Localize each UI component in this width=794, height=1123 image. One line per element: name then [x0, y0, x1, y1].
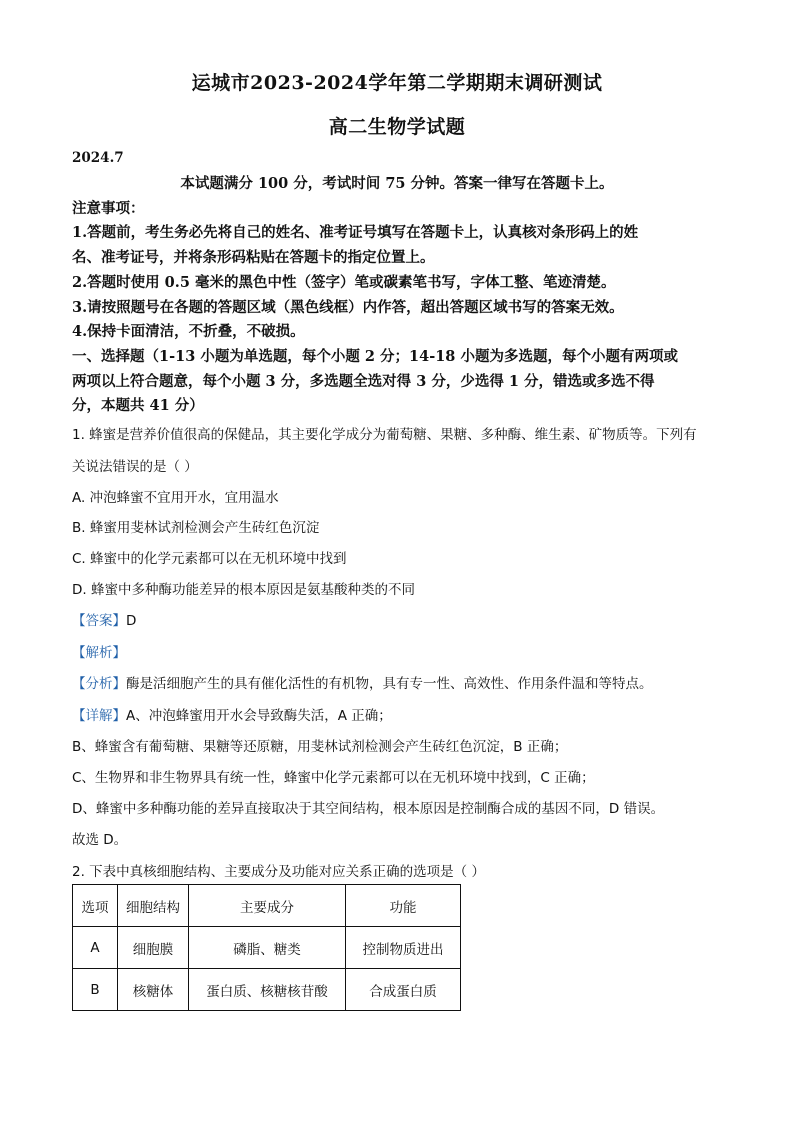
fenxi-tag: 【分析】 [72, 676, 126, 692]
q1-detail-line: C、生物界和非生物界具有统一性，蜂蜜中化学元素都可以在无机环境中找到，C 正确； [72, 770, 595, 786]
q1-option-d: D. 蜂蜜中多种酶功能差异的根本原因是氨基酸种类的不同 [72, 582, 415, 598]
table-cell: 磷脂、糖类 [189, 927, 346, 969]
q1-stem-line: 1. 蜂蜜是营养价值很高的保健品，其主要化学成分为葡萄糖、果糖、多种酶、维生素、矿物质等。下列有 [72, 427, 697, 443]
table-cell: B [73, 969, 118, 1011]
table-header-cell: 选项 [73, 885, 118, 927]
exam-title: 运城市2023-2024学年第二学期期末调研测试 [191, 72, 603, 94]
q1-detail-line: B、蜂蜜含有葡萄糖、果糖等还原糖，用斐林试剂检测会产生砖红色沉淀，B 正确； [72, 739, 568, 755]
cell-structure-table [72, 884, 461, 1011]
table-cell: 核糖体 [118, 969, 189, 1011]
q1-option-b: B. 蜂蜜用斐林试剂检测会产生砖红色沉淀 [72, 520, 320, 536]
q1-fenxi [72, 672, 653, 692]
table-row [73, 927, 461, 969]
table-cell: 蛋白质、核糖核苷酸 [189, 969, 346, 1011]
table-header-cell: 细胞结构 [118, 885, 189, 927]
q1-xiangjie [72, 704, 392, 724]
table-header-cell: 主要成分 [189, 885, 346, 927]
analysis-tag: 【解析】 [72, 645, 126, 661]
answer-tag: 【答案】 [72, 613, 126, 629]
fenxi-text: 酶是活细胞产生的具有催化活性的有机物，具有专一性、高效性、作用条件温和等特点。 [126, 676, 653, 692]
table-header-cell: 功能 [346, 885, 461, 927]
note-line: 3.请按照题号在各题的答题区域（黑色线框）内作答，超出答题区域书写的答案无效。 [72, 299, 624, 316]
q1-conclusion: 故选 D。 [72, 832, 128, 848]
xiangjie-text: A、冲泡蜂蜜用开水会导致酶失活，A 正确； [126, 708, 392, 724]
q1-option-c: C. 蜂蜜中的化学元素都可以在无机环境中找到 [72, 551, 347, 567]
table-cell: 细胞膜 [118, 927, 189, 969]
section-heading-line: 一、选择题（1-13 小题为单选题，每个小题 2 分；14-18 小题为多选题，每个小题有两项或 [72, 348, 678, 365]
table-row [73, 969, 461, 1011]
table-cell: A [73, 927, 118, 969]
table-header-row [73, 885, 461, 927]
q1-stem-line: 关说法错误的是（ ） [72, 459, 198, 475]
note-line: 4.保持卡面清洁，不折叠，不破损。 [72, 323, 305, 340]
note-line: 名、准考证号，并将条形码粘贴在答题卡的指定位置上。 [72, 249, 435, 266]
xiangjie-tag: 【详解】 [72, 708, 126, 724]
table-cell: 控制物质进出 [346, 927, 461, 969]
q1-detail-line: D、蜂蜜中多种酶功能的差异直接取决于其空间结构，根本原因是控制酶合成的基因不同，D 错误。 [72, 801, 665, 817]
notes-heading: 注意事项： [72, 200, 145, 217]
section-heading-line: 分，本题共 41 分） [72, 397, 204, 414]
answer-value: D [126, 613, 137, 629]
table-cell: 合成蛋白质 [346, 969, 461, 1011]
section-heading-line: 两项以上符合题意，每个小题 3 分，多选题全选对得 3 分，少选得 1 分，错选或多选不得 [72, 373, 655, 390]
exam-intro: 本试题满分 100 分，考试时间 75 分钟。答案一律写在答题卡上。 [180, 175, 614, 192]
q1-answer [72, 609, 136, 629]
q1-option-a: A. 冲泡蜂蜜不宜用开水，宜用温水 [72, 490, 279, 506]
exam-date: 2024.7 [72, 150, 124, 166]
exam-subtitle: 高二生物学试题 [328, 116, 466, 138]
note-line: 2.答题时使用 0.5 毫米的黑色中性（签字）笔或碳素笔书写，字体工整、笔迹清楚。 [72, 274, 616, 291]
q2-stem: 2. 下表中真核细胞结构、主要成分及功能对应关系正确的选项是（ ） [72, 864, 485, 880]
note-line: 1.答题前，考生务必先将自己的姓名、准考证号填写在答题卡上，认真核对条形码上的姓 [72, 224, 639, 241]
